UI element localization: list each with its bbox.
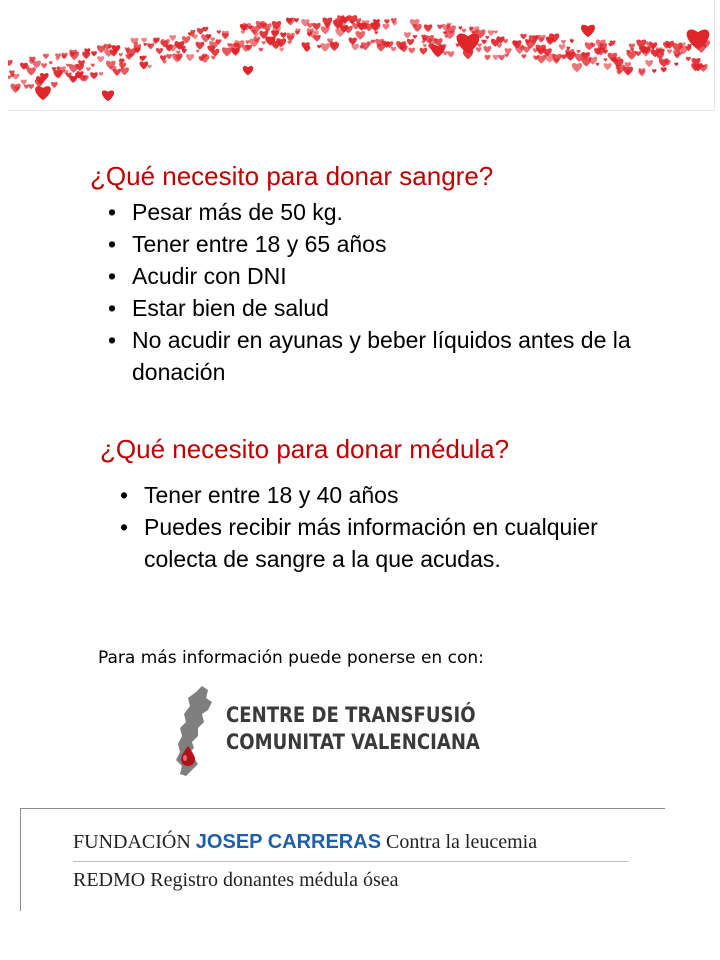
fjc-line1 — [73, 831, 537, 854]
fjc-line2: REDMO Registro donantes médula ósea — [73, 869, 399, 891]
fundacion-josep-carreras-logo — [20, 808, 665, 911]
list-item: • Tener entre 18 y 65 años — [104, 228, 694, 260]
hearts-banner — [8, 0, 715, 111]
blood-requirements-list — [104, 196, 694, 388]
marrow-donation-section — [100, 433, 700, 575]
fjc-divider — [73, 861, 629, 862]
blood-donation-section — [90, 160, 700, 388]
blood-section-title: ¿Qué necesito para donar sangre? — [90, 161, 494, 191]
list-item: • Pesar más de 50 kg. — [104, 196, 694, 228]
list-item: • No acudir en ayunas y beber líquidos antes de la donación — [104, 324, 694, 388]
ctcv-logo — [168, 684, 488, 780]
fjc-suffix: Contra la leucemia — [386, 831, 538, 853]
list-item: • Acudir con DNI — [104, 260, 694, 292]
marrow-section-title: ¿Qué necesito para donar médula? — [100, 434, 510, 464]
hearts-wave-icon — [8, 0, 714, 110]
ctcv-line2: COMUNITAT VALENCIANA — [226, 730, 480, 754]
fjc-name: JOSEP CARRERAS — [195, 831, 382, 853]
valencia-map-blood-drop-icon — [168, 684, 228, 780]
fjc-prefix: FUNDACIÓN — [73, 831, 191, 853]
ctcv-line1: CENTRE DE TRANSFUSIÓ — [226, 703, 476, 727]
list-item: • Tener entre 18 y 40 años — [116, 479, 676, 511]
marrow-requirements-list — [116, 479, 676, 575]
list-item: • Estar bien de salud — [104, 292, 694, 324]
list-item: • Puedes recibir más información en cualquier colecta de sangre a la que acudas. — [116, 511, 676, 575]
contact-text: Para más información puede ponerse en con: — [98, 648, 484, 668]
ctcv-logo-text — [226, 702, 480, 756]
